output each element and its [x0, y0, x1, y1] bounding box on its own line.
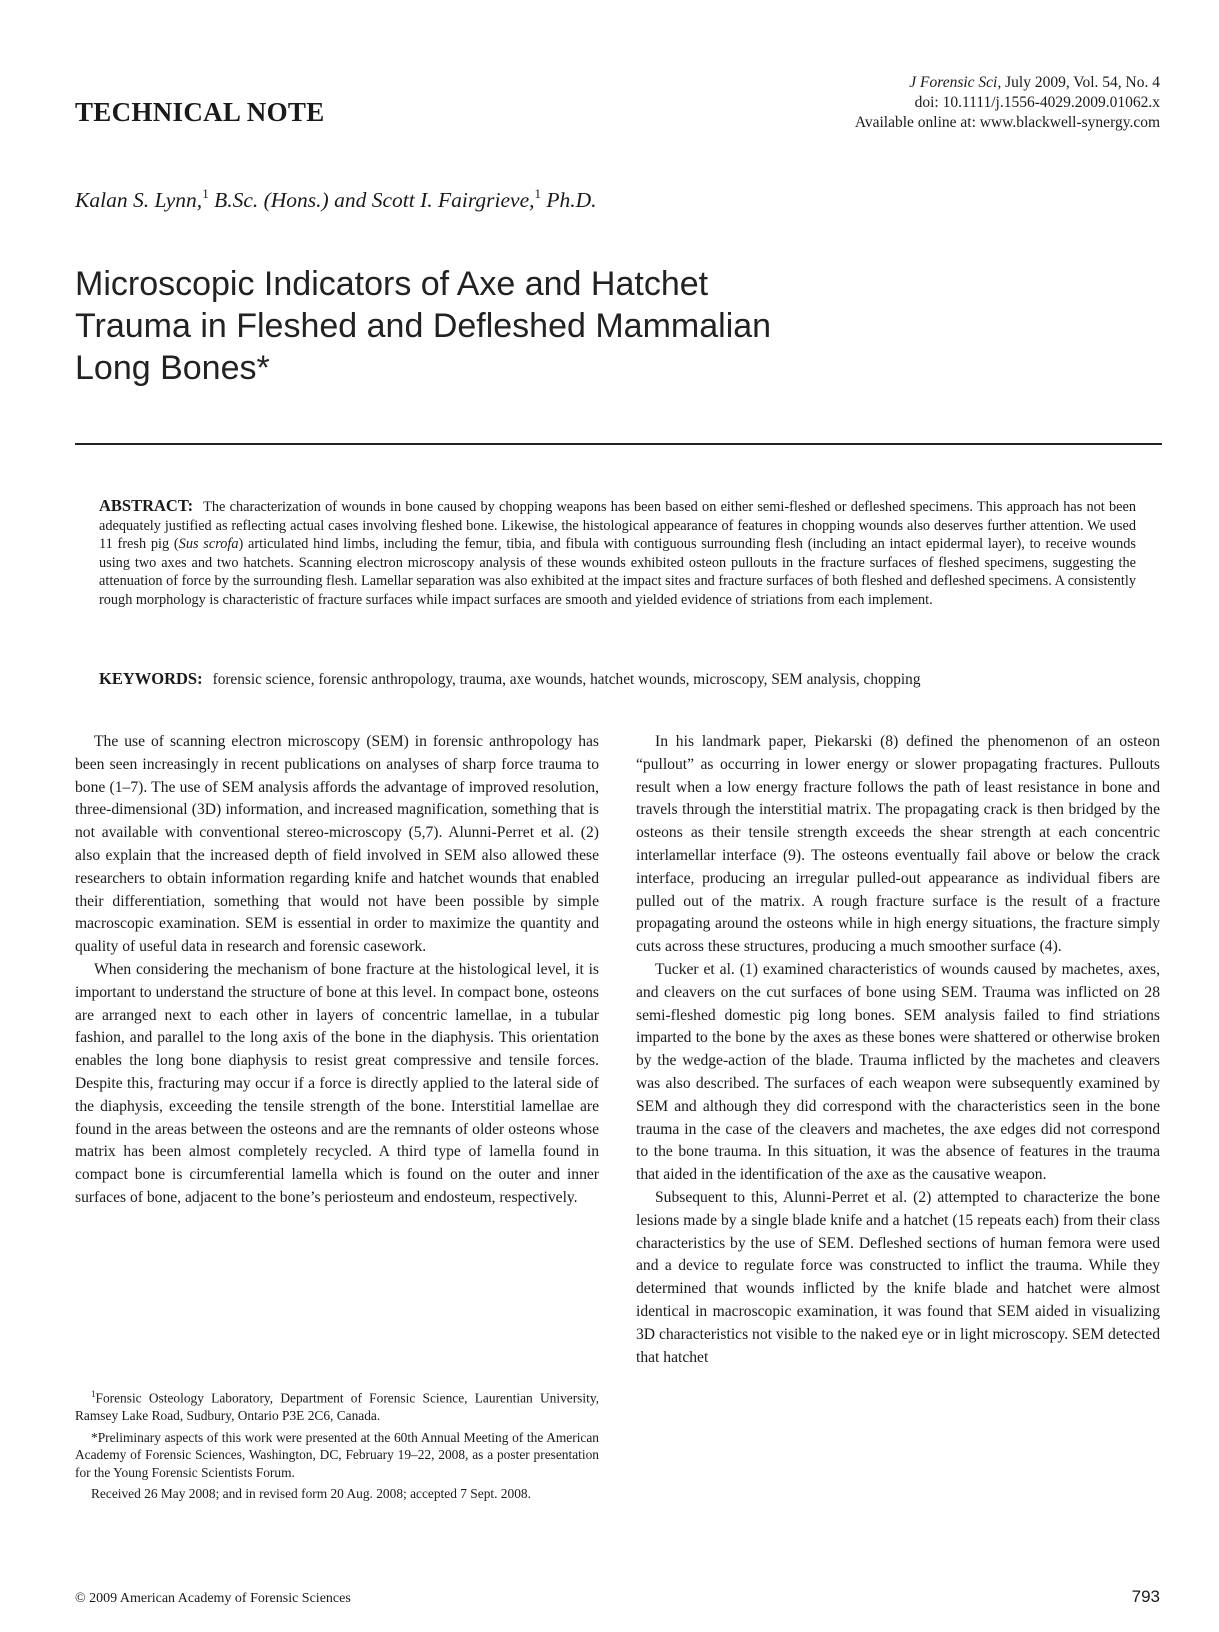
availability: Available online at: www.blackwell-synergy.com — [854, 114, 1160, 131]
body-column-right — [636, 731, 1160, 1369]
author1-name: Kalan S. Lynn, — [75, 188, 203, 212]
authors — [75, 186, 597, 213]
body-paragraph: When considering the mechanism of bone fracture at the histological level, it is important to understand the structure of bone at this level. In compact bone, osteons are arranged next to each other in layers of concentric lamellae, in a tubular fashion, and parallel to the long axis of the bone in the diaphysis. This orientation enables the long bone diaphysis to resist great compressive and tensile forces. Despite this, fracturing may occur if a force is directly applied to the lateral side of the diaphysis, exceeding the tensile strength of the bone. Interstitial lamellae are found in the areas between the osteons and are the remnants of older osteons whose matrix has been almost completely recycled. A third type of lamella found in compact bone is circumferential lamella which is found on the outer and inner surfaces of bone, adjacent to the bone’s periosteum and endosteum, respectively. — [75, 960, 599, 1206]
title-line-1: Microscopic Indicators of Axe and Hatchet — [75, 265, 709, 303]
doi: doi: 10.1111/j.1556-4029.2009.01062.x — [914, 94, 1160, 111]
body-paragraph: In his landmark paper, Piekarski (8) defined the phenomenon of an osteon “pullout” as occurring in lower energy or slower propagating fractures. Pullouts result when a low energy fracture follows the path of least resistance in bone and travels through the interstitial matrix. The propagating crack is then bridged by the osteons as their tensile strength exceeds the shear strength at each concentric interlamellar interface (9). The osteons eventually fail above or below the crack interface, producing an irregular pulled-out appearance as individual fibers are pulled out of the matrix. A rough fracture surface is the result of a fracture propagating around the osteons while in high energy situations, the fracture simply cuts across these structures, producing a much smoother surface (4). — [636, 733, 1160, 956]
author1-affil-mark: 1 — [202, 186, 209, 201]
abstract-label: ABSTRACT: — [99, 496, 194, 515]
abstract-text-1: The characterization of wounds in bone caused by chopping weapons has been based on either semi-fleshed or defleshed specimens. This approach has not been adequately justified as reflecting actual cases involving fleshed bone. Likewise, the histological appearance of features in chopping wounds also deserves further attention. We used 11 fresh pig ( — [99, 499, 1136, 553]
body-column-left — [75, 731, 599, 1210]
paper-title — [75, 263, 975, 389]
page-number: 793 — [1131, 1587, 1160, 1606]
body-paragraph: Tucker et al. (1) examined characteristics of wounds caused by machetes, axes, and cleavers on the cut surfaces of bone using SEM. Trauma was inflicted on 28 semi-fleshed domestic pig long bones. SEM analysis failed to find striations imparted to the bone by the axes as these bones were shattered or otherwise broken by the wedge-action of the blade. Trauma inflicted by the machetes and cleavers was also described. The surfaces of each weapon were subsequently examined by SEM and although they did correspond with the characteristics seen in the bone trauma in the case of the cleavers and machetes, the axe edges did not correspond to the bone trauma. In this situation, it was the absence of features in the trauma that aided in the identification of the axe as the causative weapon. — [636, 960, 1160, 1184]
body-paragraph: Subsequent to this, Alunni-Perret et al. (2) attempted to characterize the bone lesions made by a single blade knife and a hatchet (15 repeats each) from their class characteristics by the use of SEM. Defleshed sections of human femora were used and a device to regulate force was constructed to inflict the trauma. While they determined that wounds inflicted by the knife blade and hatchet were almost identical in macroscopic examination, it was found that SEM aided in visualizing 3D characteristics not visible to the naked eye or in light microscopy. SEM detected that hatchet — [636, 1188, 1160, 1366]
footnotes — [75, 1386, 599, 1507]
abstract-species: Sus scrofa — [178, 536, 239, 553]
title-line-2: Trauma in Fleshed and Defleshed Mammalian — [75, 307, 772, 345]
title-line-3: Long Bones* — [75, 349, 270, 387]
journal-issue: July 2009, Vol. 54, No. 4 — [1001, 74, 1160, 91]
footnote-mark: 1 — [91, 1389, 96, 1399]
journal-name: J Forensic Sci, — [909, 74, 1002, 91]
footnote-presentation: *Preliminary aspects of this work were presented at the 60th Annual Meeting of the American Academy of Forensic Sciences, Washington, DC, February 19–22, 2008, as a poster presentation for the Young Forensic Scientists Forum. — [75, 1429, 599, 1480]
author2-affil-mark: 1 — [534, 186, 541, 201]
section-label: TECHNICAL NOTE — [75, 97, 325, 127]
keywords-label: KEYWORDS: — [99, 669, 203, 688]
title-rule — [75, 443, 1162, 445]
footnote-affiliation — [75, 1386, 599, 1425]
journal-citation — [855, 73, 1160, 93]
author1-degree: B.Sc. (Hons.) and Scott I. Fairgrieve, — [208, 188, 535, 212]
copyright: © 2009 American Academy of Forensic Sciences — [75, 1591, 351, 1606]
author2-degree: Ph.D. — [541, 188, 597, 212]
footnote-affiliation-text: Forensic Osteology Laboratory, Department of Forensic Science, Laurentian University, Ramsey Lake Road, Sudbury, Ontario P3E 2C6, Canada. — [75, 1390, 599, 1424]
keywords-text: forensic science, forensic anthropology, trauma, axe wounds, hatchet wounds, microscopy, SEM analysis, chopping — [212, 671, 921, 688]
abstract-text-2: ) articulated hind limbs, including the femur, tibia, and fibula with contiguous surrounding flesh (including an intact epidermal layer), to receive wounds using two axes and two hatchets. Scanning electron microscopy analysis of these wounds exhibited osteon pullouts in the fracture surfaces of fleshed specimens, suggesting the attenuation of force by the surrounding flesh. Lamellar separation was also exhibited at the impact sites and fracture surfaces of both fleshed and defleshed specimens. A consistently rough morphology is characteristic of fracture surfaces while impact surfaces are smooth and yielded evidence of striations from each implement. — [99, 536, 1136, 608]
received-dates: Received 26 May 2008; and in revised form 20 Aug. 2008; accepted 7 Sept. 2008. — [91, 1486, 531, 1502]
keywords — [99, 669, 1149, 690]
abstract — [99, 497, 1136, 610]
journal-info — [855, 73, 1160, 133]
body-paragraph: The use of scanning electron microscopy (SEM) in forensic anthropology has been seen increasingly in recent publications on analyses of sharp force trauma to bone (1–7). The use of SEM analysis affords the advantage of improved resolution, three-dimensional (3D) information, and increased magnification, something that is not available with conventional stereo-microscopy (5,7). Alunni-Perret et al. (2) also explain that the increased depth of field involved in SEM also allowed these researchers to obtain information regarding knife and hatchet wounds that enabled their differentiation, something that would not have been possible by simple macroscopic examination. SEM is essential in order to maximize the quantity and quality of useful data in research and forensic casework. — [75, 733, 599, 956]
